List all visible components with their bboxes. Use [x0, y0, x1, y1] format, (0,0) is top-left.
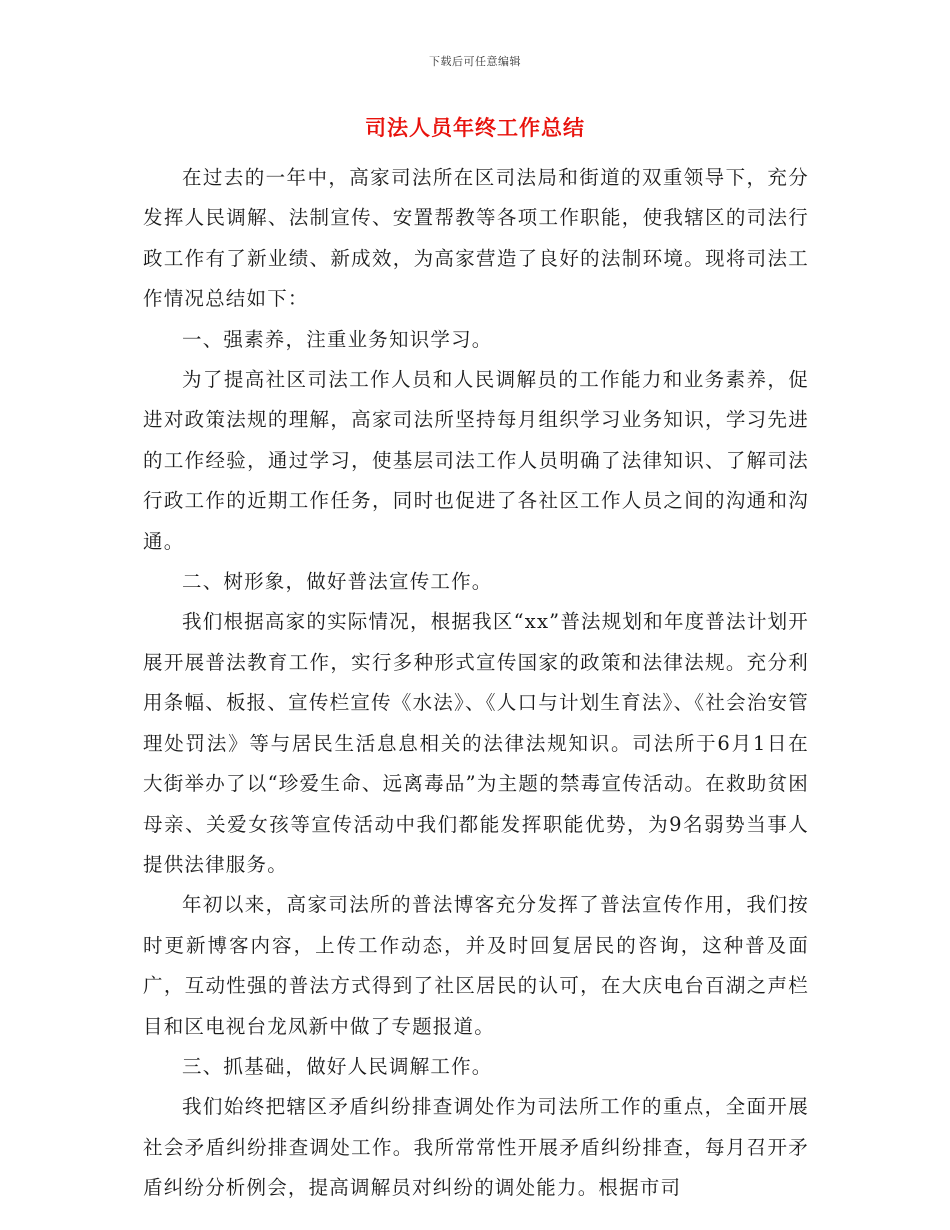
- section-heading-2: 二、树形象，做好普法宣传工作。: [182, 570, 493, 594]
- document-body: [143, 158, 809, 1209]
- paragraph-blog: 年初以来，高家司法所的普法博客充分发挥了普法宣传作用，我们按时更新博客内容，上传工作动态，并及时回复居民的咨询，这种普及面广，互动性强的普法方式得到了社区居民的认可，在大庆电台百湖之声栏目和区电视台龙凤新中做了专题报道。: [143, 893, 809, 1038]
- header-note: 下载后可任意编辑: [429, 55, 521, 68]
- paragraph-mediation: 我们始终把辖区矛盾纠纷排查调处作为司法所工作的重点，全面开展社会矛盾纠纷排查调处工作。我所常常性开展矛盾纠纷排查，每月召开矛盾纠纷分析例会，提高调解员对纠纷的调处能力。根据市司: [143, 1095, 809, 1200]
- section-heading-1: 一、强素养，注重业务知识学习。: [182, 327, 493, 351]
- section-heading-3: 三、抓基础，做好人民调解工作。: [182, 1054, 493, 1078]
- paragraph-study: 为了提高社区司法工作人员和人民调解员的工作能力和业务素养，促进对政策法规的理解，高家司法所坚持每月组织学习业务知识，学习先进的工作经验，通过学习，使基层司法工作人员明确了法律知识、了解司法行政工作的近期工作任务，同时也促进了各社区工作人员之间的沟通和沟通。: [143, 368, 809, 553]
- document-title: 司法人员年终工作总结: [365, 115, 585, 140]
- paragraph-intro: 在过去的一年中，高家司法所在区司法局和街道的双重领导下，充分发挥人民调解、法制宣传、安置帮教等各项工作职能，使我辖区的司法行政工作有了新业绩、新成效，为高家营造了良好的法制环境。现将司法工作情况总结如下：: [143, 166, 809, 311]
- paragraph-publicity: 我们根据高家的实际情况，根据我区“xx”普法规划和年度普法计划开展开展普法教育工作，实行多种形式宣传国家的政策和法律法规。充分利用条幅、板报、宣传栏宣传《水法》、《人口与计划生育法》、《社会治安管理处罚法》等与居民生活息息相关的法律法规知识。司法所于6月1日在大街举办了以“珍爱生命、远离毒品”为主题的禁毒宣传活动。在救助贫困母亲、关爱女孩等宣传活动中我们都能发挥职能优势，为9名弱势当事人提供法律服务。: [143, 610, 809, 876]
